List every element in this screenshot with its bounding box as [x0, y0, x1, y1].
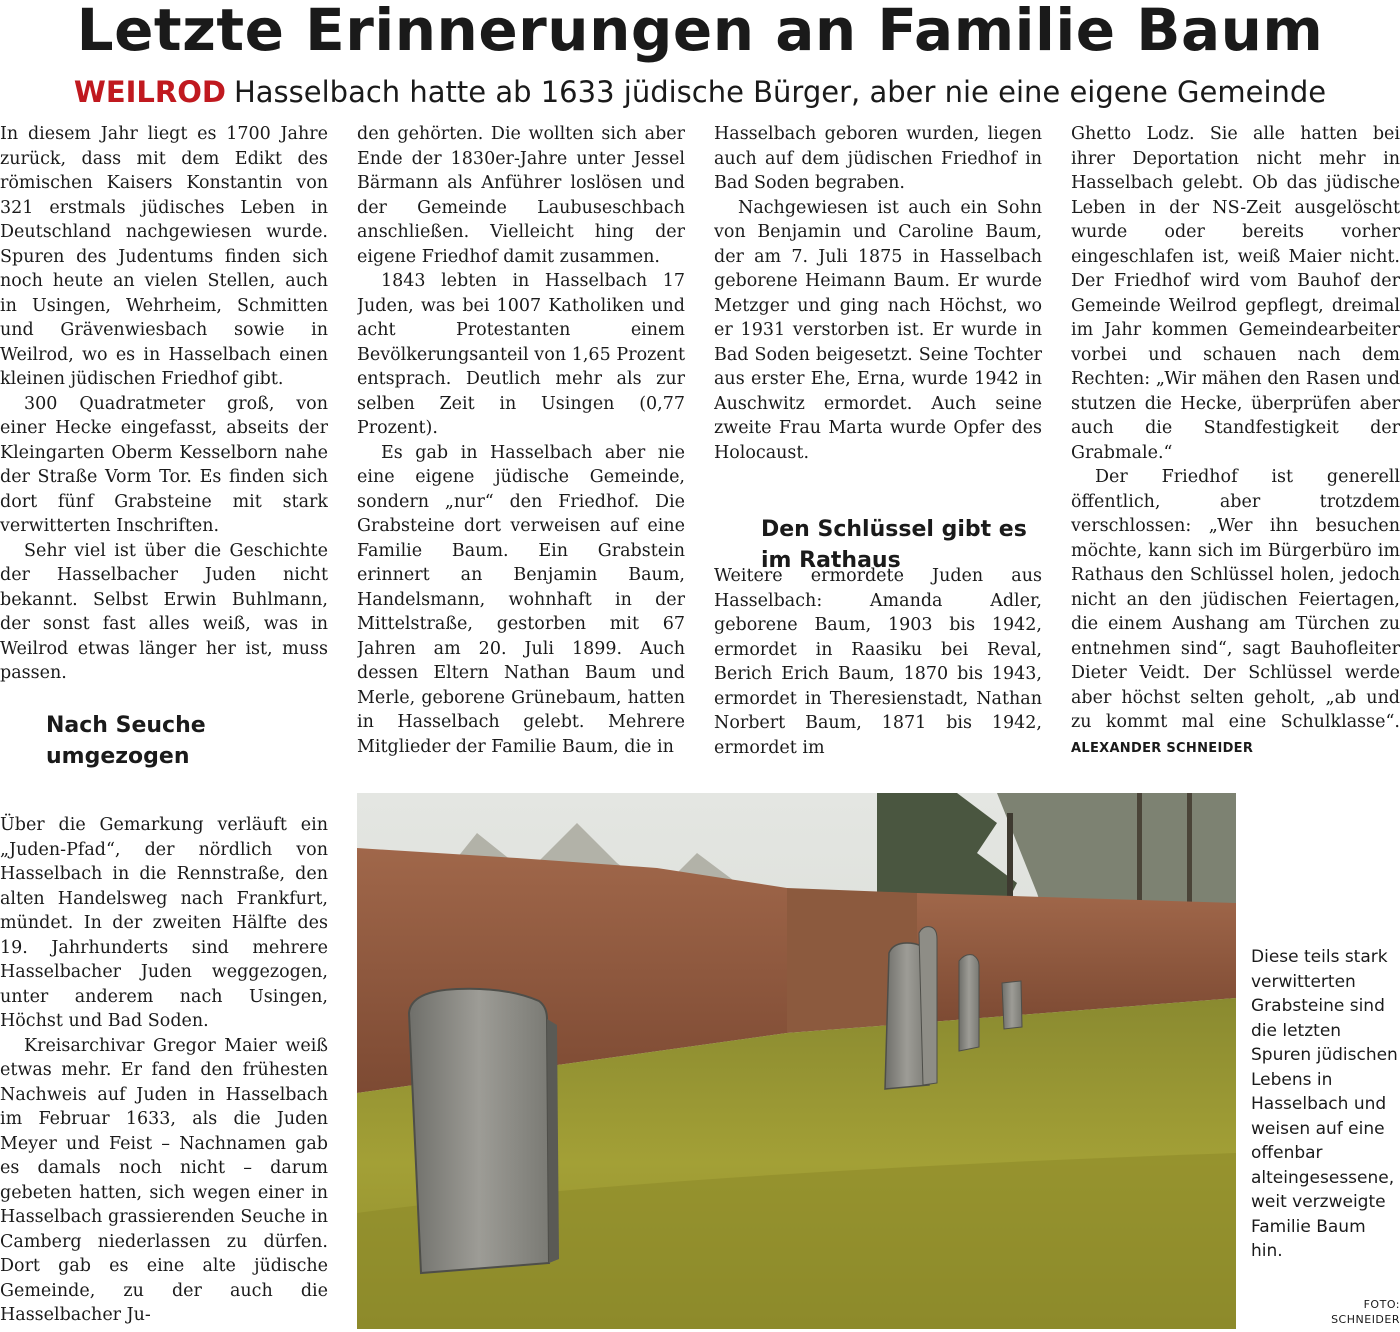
paragraph: Kreisarchivar Gregor Maier weiß etwas mehr. Er fand den frühesten Nachweis auf Juden in Hasselbach im Februar 1633, als die Juden Meyer und Feist – Nachnamen gab es damals noch nicht – darum gebeten hatten, sich wegen einer in Hasselbach grassierenden Seuche in Camberg niederlassen zu dürfen. Dort gab es eine alte jüdische Gemeinde, zu der auch die Hasselbacher Ju- — [0, 1035, 328, 1325]
paragraph: In diesem Jahr liegt es 1700 Jahre zurück, dass mit dem Edikt des römischen Kaisers Konstantin von 321 erstmals jüdisches Leben in Deutschland nachgewiesen wurde. Spuren des Judentums finden sich noch heute an vielen Stellen, auch in Usingen, Wehrheim, Schmitten und Grävenwiesbach sowie in Weilrod, wo es in Hasselbach einen kleinen jüdischen Friedhof gibt. — [0, 124, 328, 389]
paragraph: Nachgewiesen ist auch ein Sohn von Benjamin und Caroline Baum, der am 7. Juli 1875 in Hasselbach geborene Heimann Baum. Er wurde Metzger und ging nach Höchst, wo er 1931 verstorben ist. Er wurde in Bad Soden beigesetzt. Seine Tochter aus erster Ehe, Erna, wurde 1942 in Auschwitz ermordet. Auch seine zweite Frau Marta wurde Opfer des Holocaust. — [714, 197, 1042, 463]
column-1 — [0, 122, 328, 720]
paragraph: Über die Gemarkung verläuft ein „Juden-Pfad“, der nördlich von Hasselbach in die Rennstraße, den alten Handelsweg nach Frankfurt, mündet. In der zweiten Hälfte des 19. Jahrhunderts sind mehrere Hasselbacher Juden weggezogen, unter anderem nach Usingen, Höchst und Bad Soden. — [0, 815, 328, 1031]
kicker: WEILROD — [73, 75, 226, 109]
column-2 — [357, 122, 685, 770]
column-3-continued — [714, 564, 1042, 770]
cemetery-photo — [357, 793, 1236, 1329]
column-3 — [714, 122, 1042, 497]
paragraph: Ghetto Lodz. Sie alle hatten bei ihrer Deportation nicht mehr in Hasselbach gelebt. Ob das jüdische Leben in der NS-Zeit ausgelöscht wurde oder bereits vorher eingeschlafen ist, weiß Maier nicht. Der Friedhof wird vom Bauhof der Gemeinde Weilrod gepflegt, dreimal im Jahr kommen Gemeindearbeiter vorbei und schauen nach dem Rechten: „Wir mähen den Rasen und stutzen die Hecke, überprüfen aber auch die Standfestigkeit der Grabmale.“ — [1071, 124, 1400, 463]
paragraph: Weitere ermordete Juden aus Hasselbach: Amanda Adler, geborene Baum, 1903 bis 1942, ermordet in Raasiku bei Reval, Berich Erich Baum, 1870 bis 1943, ermordet in Theresienstadt, Nathan Norbert Baum, 1871 bis 1942, ermordet im — [714, 566, 1042, 758]
photo-credit: FOTO: SCHNEIDER — [1331, 1298, 1400, 1326]
paragraph: Es gab in Hasselbach aber nie eine eigene jüdische Gemeinde, sondern „nur“ den Friedhof. Die Grabsteine dort verweisen auf eine Familie Baum. Ein Grabstein erinnert an Benjamin Baum, Handelsmann, wohnhaft in der Mittelstraße, gestorben mit 67 Jahren am 20. Juli 1899. Auch dessen Eltern Nathan Baum und Merle, geborene Grünebaum, hatten in Hasselbach gelebt. Mehrere Mitglieder der Familie Baum, die in — [357, 442, 685, 757]
column-1-continued — [0, 813, 328, 1332]
subheadline-line — [0, 74, 1400, 110]
author: ALEXANDER SCHNEIDER — [1071, 740, 1254, 756]
paragraph: den gehörten. Die wollten sich aber Ende der 1830er-Jahre unter Jessel Bärmann als Anführer loslösen und der Gemeinde Laubuseschbach anschließen. Vielleicht hing der eigene Friedhof damit zusammen. — [357, 124, 685, 267]
subheading-seuche: Nach Seuche umgezogen — [46, 713, 206, 769]
headline: Letzte Erinnerungen an Familie Baum — [76, 0, 1324, 64]
subheadline: Hasselbach hatte ab 1633 jüdische Bürger, aber nie eine eigene Gemeinde — [233, 75, 1327, 109]
column-4 — [1071, 122, 1400, 770]
paragraph: Hasselbach geboren wurden, liegen auch auf dem jüdischen Friedhof in Bad Soden begraben. — [714, 124, 1042, 193]
photo-caption: Diese teils stark verwitterten Grabsteine sind die letzten Spuren jüdischen Lebens in Hasselbach und weisen auf eine offenbar alteingesessene, weit verzweigte Familie Baum hin. — [1251, 947, 1398, 1261]
paragraph: 300 Quadratmeter groß, von einer Hecke eingefasst, abseits der Kleingarten Oberm Kesselborn nahe der Straße Vorm Tor. Es finden sich dort fünf Grabsteine mit stark verwitterten Inschriften. — [0, 393, 328, 536]
subheading-schluessel: Den Schlüssel gibt es im Rathaus — [761, 517, 1027, 573]
paragraph: 1843 lebten in Hasselbach 17 Juden, was bei 1007 Katholiken und acht Protestanten einem Bevölkerungsanteil von 1,65 Prozent entsprach. Deutlich mehr als zur selben Zeit in Usingen (0,77 Prozent). — [357, 271, 685, 438]
paragraph: Sehr viel ist über die Geschichte der Hasselbacher Juden nicht bekannt. Selbst Erwin Buhlmann, der sonst fast alles weiß, was in Weilrod etwas länger her ist, muss passen. — [0, 540, 328, 683]
paragraph-text: Der Friedhof ist generell öffentlich, aber trotzdem verschlossen: „Wer ihn besuchen möchte, kann sich im Bürgerbüro im Rathaus den Schlüssel holen, jedoch nicht an den jüdischen Feiertagen, die einem Aushang am Türchen zu entnehmen sind“, sagt Bauhofleiter Dieter Veidt. Der Schlüssel werde aber höchst selten geholt, „ab und zu kommt mal eine Schulklasse“. — [1071, 467, 1400, 732]
paragraph-final — [1071, 465, 1400, 761]
gravestones-illustration — [357, 793, 1236, 1329]
